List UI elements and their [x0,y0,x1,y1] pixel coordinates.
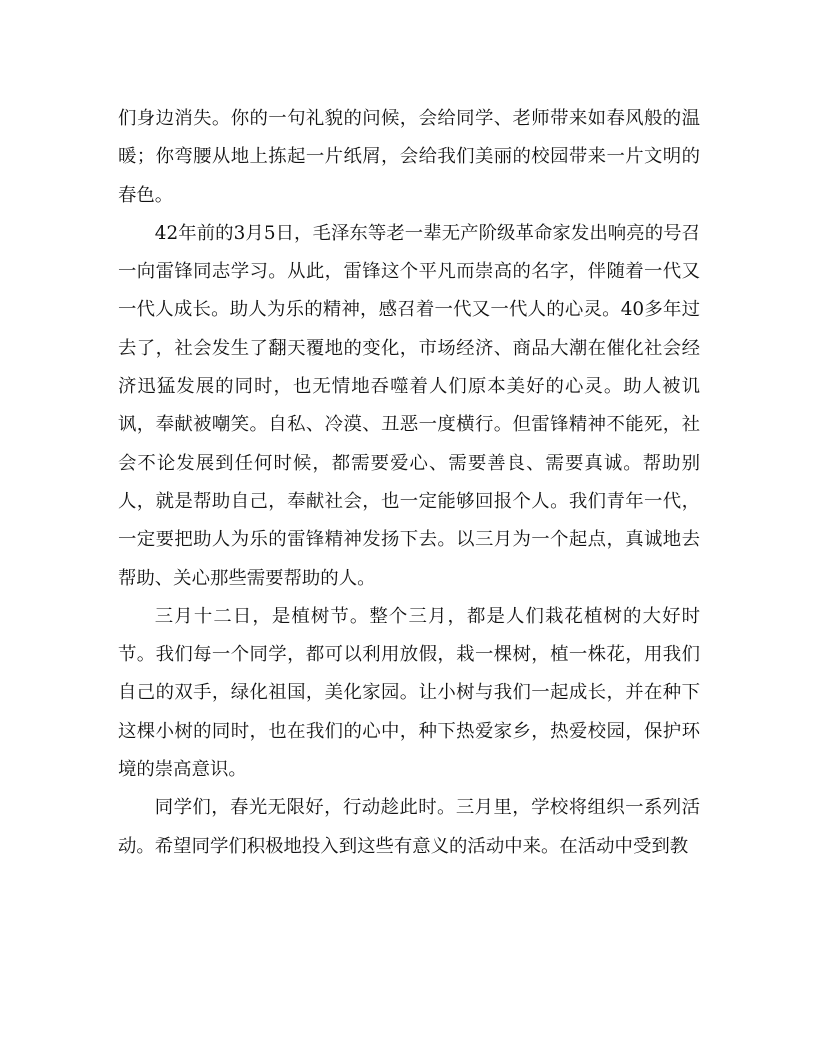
document-body [118,100,700,866]
paragraph-3: 三月十二日，是植树节。整个三月，都是人们栽花植树的大好时节。我们每一个同学，都可以利用放假，栽一棵树，植一株花，用我们自己的双手，绿化祖国，美化家园。让小树与我们一起成长，并在种下这棵小树的同时，也在我们的心中，种下热爱家乡，热爱校园，保护环境的崇高意识。 [118,605,700,781]
paragraph-2: 42年前的3月5日，毛泽东等老一辈无产阶级革命家发出响亮的号召一向雷锋同志学习。从此，雷锋这个平凡而崇高的名字，伴随着一代又一代人成长。助人为乐的精神，感召着一代又一代人的心灵。40多年过去了，社会发生了翻天覆地的变化，市场经济、商品大潮在催化社会经济迅猛发展的同时，也无情地吞噬着人们原本美好的心灵。助人被讥讽，奉献被嘲笑。自私、冷漠、丑恶一度横行。但雷锋精神不能死，社会不论发展到任何时候，都需要爱心、需要善良、需要真诚。帮助别人，就是帮助自己，奉献社会，也一定能够回报个人。我们青年一代，一定要把助人为乐的雷锋精神发扬下去。以三月为一个起点，真诚地去帮助、关心那些需要帮助的人。 [118,222,700,589]
paragraph-1: 们身边消失。你的一句礼貌的问候，会给同学、老师带来如春风般的温暖；你弯腰从地上拣起一片纸屑，会给我们美丽的校园带来一片文明的春色。 [118,108,700,206]
paragraph-4: 同学们，春光无限好，行动趁此时。三月里，学校将组织一系列活动。希望同学们积极地投入到这些有意义的活动中来。在活动中受到教 [118,797,700,857]
